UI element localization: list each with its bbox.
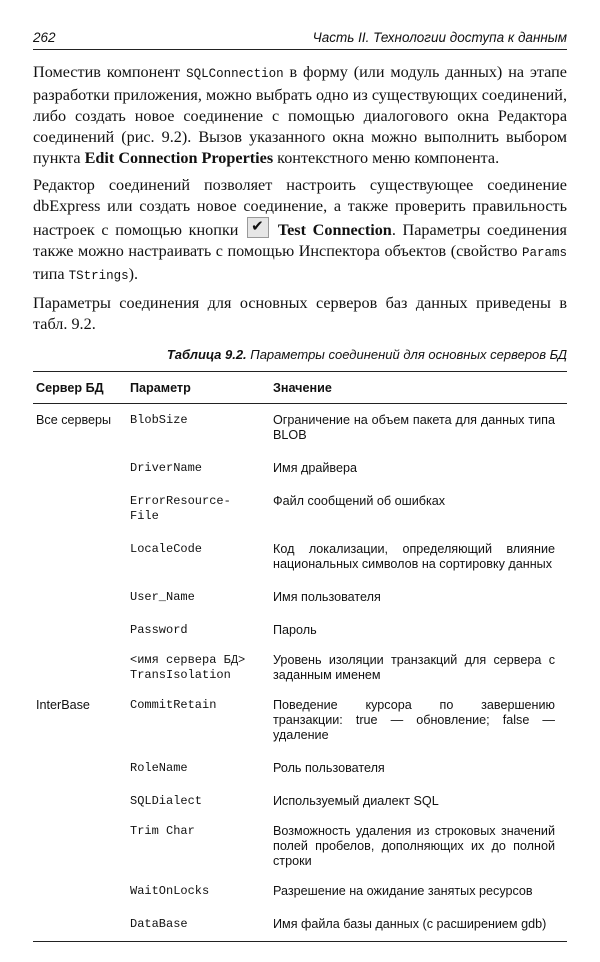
table-row [33, 452, 567, 485]
server-cell [33, 794, 130, 809]
table-row [33, 644, 567, 689]
parameter-cell: CommitRetain [130, 698, 217, 712]
value-cell: Уровень изоляции транзакций для сервера с заданным именем [273, 653, 555, 682]
text: . Параметры соединения также можно настраивать с помощью Инспектора объектов (свойство [33, 221, 567, 260]
table-caption [33, 347, 567, 363]
table-row [33, 875, 567, 908]
paragraph [33, 175, 567, 287]
table-row [33, 614, 567, 644]
text: контекстного меню компонента. [273, 149, 500, 167]
value-cell: Имя пользователя [273, 590, 381, 604]
server-cell [33, 542, 130, 572]
value-cell: Роль пользователя [273, 761, 385, 775]
value-cell: Возможность удаления из строковых значений полей пробелов, дополняющих их до полной строки [273, 824, 555, 868]
test-connection-checkmark-icon [247, 217, 269, 238]
parameter-cell: RoleName [130, 761, 188, 775]
caption-text: Параметры соединений для основных серверов БД [246, 347, 567, 362]
body-text [33, 62, 567, 335]
parameter-cell: LocaleCode [130, 542, 203, 556]
value-cell: Имя драйвера [273, 461, 357, 475]
inline-code: TStrings [68, 269, 129, 283]
server-cell [33, 461, 130, 476]
table-row [33, 689, 567, 752]
parameter-cell: <имя сервера БД> TransIsolation [130, 653, 246, 682]
parameter-cell: BlobSize [130, 413, 188, 427]
table-header [33, 372, 567, 404]
header-value: Значение [273, 381, 332, 395]
table-row [33, 485, 567, 533]
inline-code: Params [521, 246, 567, 260]
header-parameter: Параметр [130, 381, 191, 395]
server-cell [33, 917, 130, 932]
header-server: Сервер БД [36, 381, 104, 395]
table-row [33, 752, 567, 785]
table-row [33, 404, 567, 452]
text: в форму (или модуль данных) на этапе разработки приложения, можно выбрать одно из существующих соединений, либо создать новое соединение с помощью диалогового окна Редактора соединений (рис. 9.2). Вызов указанного окна можно выполнить выбором пункта [33, 63, 567, 167]
text: Поместив компонент [33, 63, 187, 81]
server-cell [33, 653, 130, 683]
running-header [33, 27, 567, 50]
page-number: 262 [33, 30, 56, 45]
paragraph: Параметры соединения для основных серверов баз данных приведены в табл. 9.2. [33, 294, 567, 333]
parameter-cell: Trim Char [130, 824, 195, 838]
text: ). [128, 265, 139, 283]
parameter-cell: DataBase [130, 917, 188, 931]
value-cell: Пароль [273, 623, 317, 637]
value-cell: Разрешение на ожидание занятых ресурсов [273, 884, 533, 898]
server-cell [33, 824, 130, 869]
text: Редактор соединений позволяет настроить существующее соединение dbExpress или создать новое соединение, а также проверить правильность настроек с помощью кнопки [33, 176, 567, 239]
parameter-cell: WaitOnLocks [130, 884, 210, 898]
table-row [33, 815, 567, 875]
server-cell [33, 590, 130, 605]
value-cell: Код локализации, определяющий влияние национальных символов на сортировку данных [273, 542, 555, 571]
value-cell: Поведение курсора по завершению транзакции: true — обновление; false — удаление [273, 698, 555, 742]
paragraph [33, 62, 567, 169]
inline-code: SQLConnection [186, 67, 284, 81]
text: типа [33, 265, 69, 283]
table-row [33, 581, 567, 614]
server-cell [33, 623, 130, 638]
running-title: Часть II. Технологии доступа к данным [312, 30, 567, 45]
server-cell [33, 494, 130, 524]
table-body [33, 404, 567, 941]
value-cell: Файл сообщений об ошибках [273, 494, 446, 508]
server-cell: Все серверы [36, 413, 112, 427]
menu-item-reference: Edit Connection Properties [84, 149, 274, 167]
parameter-cell: DriverName [130, 461, 203, 475]
value-cell: Используемый диалект SQL [273, 794, 439, 808]
page-content [33, 62, 567, 942]
server-cell [33, 884, 130, 899]
parameter-cell: SQLDialect [130, 794, 203, 808]
server-cell [33, 761, 130, 776]
table-row [33, 533, 567, 581]
table-row [33, 908, 567, 941]
parameter-cell: Password [130, 623, 188, 637]
value-cell: Ограничение на объем пакета для данных типа BLOB [273, 413, 555, 442]
caption-number: Таблица 9.2. [166, 347, 247, 362]
parameter-cell: User_Name [130, 590, 195, 604]
parameters-table [33, 371, 567, 942]
table-row [33, 785, 567, 815]
server-cell: InterBase [36, 698, 90, 712]
parameter-cell: ErrorResource- File [130, 494, 231, 523]
value-cell: Имя файла базы данных (с расширением gdb) [273, 917, 547, 931]
button-reference: Test Connection [277, 221, 392, 239]
